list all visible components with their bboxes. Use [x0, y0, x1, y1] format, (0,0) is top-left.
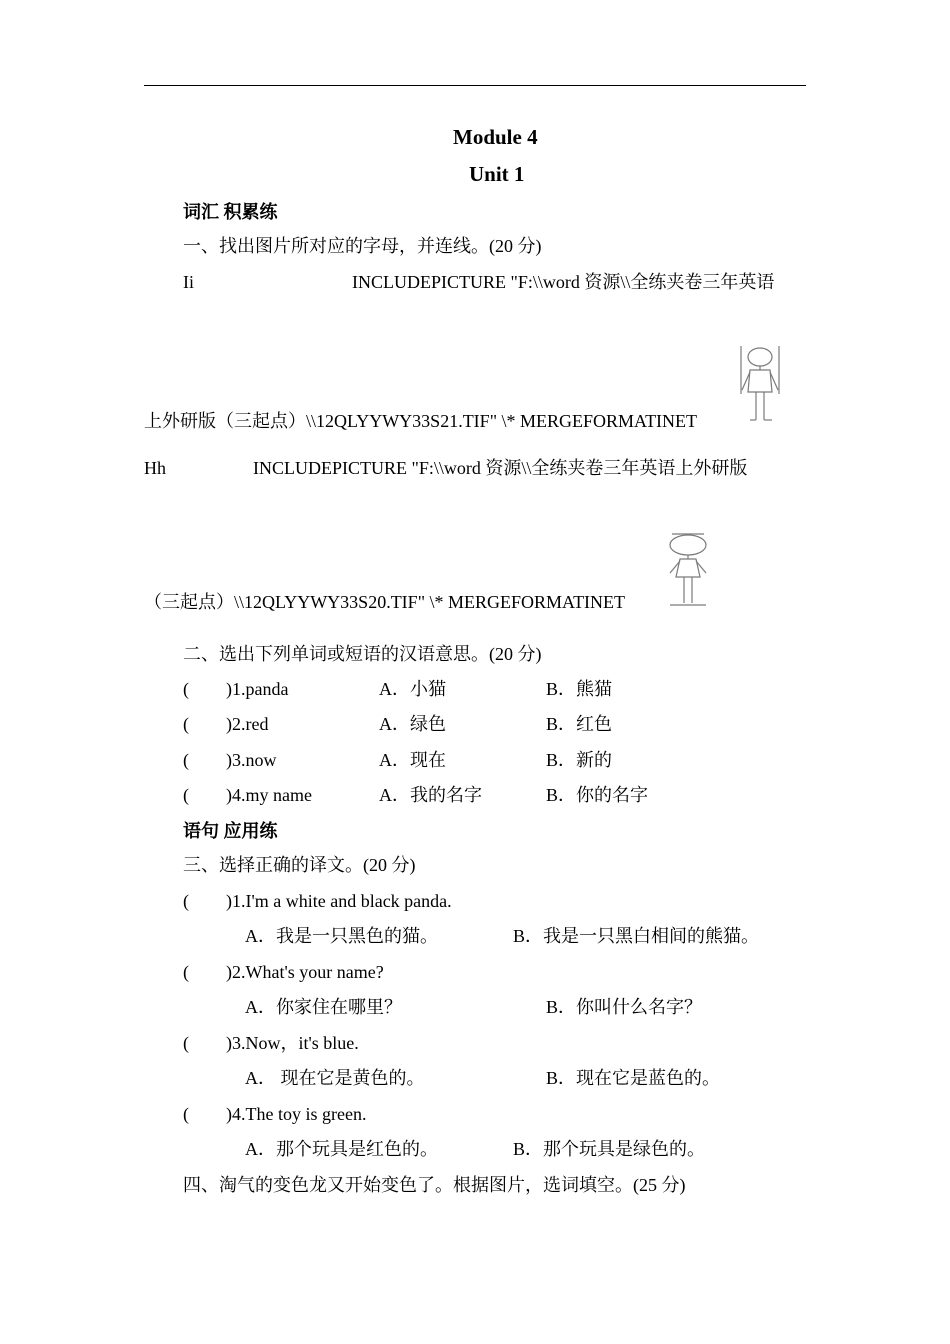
- question-text: )2.red: [226, 714, 269, 734]
- question-text: )4.my name: [226, 785, 312, 805]
- letter-Hh: Hh: [144, 458, 166, 478]
- option-b: B．我是一只黑白相间的熊猫。: [513, 926, 760, 946]
- question-text: )3.now: [226, 750, 277, 770]
- option-b: B．你的名字: [546, 785, 649, 805]
- header-rule: [144, 85, 806, 86]
- answer-paren: (: [183, 1104, 189, 1124]
- option-b: B．红色: [546, 714, 613, 734]
- question-text: )4.The toy is green.: [226, 1104, 367, 1124]
- field-code-2b: （三起点）\\12QLYYWY33S20.TIF" \* MERGEFORMATINET: [144, 592, 626, 612]
- section-heading-sentence: 语句 应用练: [183, 821, 278, 841]
- letter-Ii: Ii: [183, 272, 194, 292]
- section-heading-vocab: 词汇 积累练: [183, 202, 278, 222]
- option-a: A．你家住在哪里？: [245, 997, 402, 1017]
- option-a: A．绿色: [379, 714, 446, 734]
- option-a: A．现在: [379, 750, 446, 770]
- answer-paren: (: [183, 679, 189, 699]
- module-title: Module 4: [453, 125, 538, 149]
- option-a: A． 现在它是黄色的。: [245, 1068, 425, 1088]
- answer-paren: (: [183, 962, 189, 982]
- option-b: B．那个玩具是绿色的。: [513, 1139, 706, 1159]
- part4-title: 四、淘气的变色龙又开始变色了。根据图片，选词填空。(25 分): [183, 1175, 686, 1195]
- question-text: )2.What's your name?: [226, 962, 384, 982]
- option-b: B．你叫什么名字？: [546, 997, 703, 1017]
- option-b: B．熊猫: [546, 679, 613, 699]
- option-b: B．现在它是蓝色的。: [546, 1068, 721, 1088]
- answer-paren: (: [183, 750, 189, 770]
- option-a: A．我是一只黑色的猫。: [245, 926, 438, 946]
- part3-title: 三、选择正确的译文。(20 分): [183, 855, 416, 875]
- answer-paren: (: [183, 891, 189, 911]
- question-text: )1.I'm a white and black panda.: [226, 891, 452, 911]
- option-a: A．那个玩具是红色的。: [245, 1139, 438, 1159]
- part2-title: 二、选出下列单词或短语的汉语意思。(20 分): [183, 644, 542, 664]
- part1-title: 一、找出图片所对应的字母，并连线。(20 分): [183, 236, 542, 256]
- answer-paren: (: [183, 785, 189, 805]
- field-code-1b: 上外研版（三起点）\\12QLYYWY33S21.TIF" \* MERGEFORMATINET: [144, 411, 698, 431]
- stick-figure-i-icon: [738, 346, 782, 426]
- field-code-2a: INCLUDEPICTURE "F:\\word 资源\\全练夹卷三年英语上外研版: [253, 458, 748, 478]
- field-code-1a: INCLUDEPICTURE "F:\\word 资源\\全练夹卷三年英语: [352, 272, 775, 292]
- option-b: B．新的: [546, 750, 613, 770]
- question-text: )1.panda: [226, 679, 289, 699]
- answer-paren: (: [183, 714, 189, 734]
- unit-title: Unit 1: [469, 162, 525, 186]
- stick-figure-h-icon: [666, 531, 710, 609]
- answer-paren: (: [183, 1033, 189, 1053]
- option-a: A．我的名字: [379, 785, 482, 805]
- question-text: )3.Now，it's blue.: [226, 1033, 359, 1053]
- option-a: A．小猫: [379, 679, 446, 699]
